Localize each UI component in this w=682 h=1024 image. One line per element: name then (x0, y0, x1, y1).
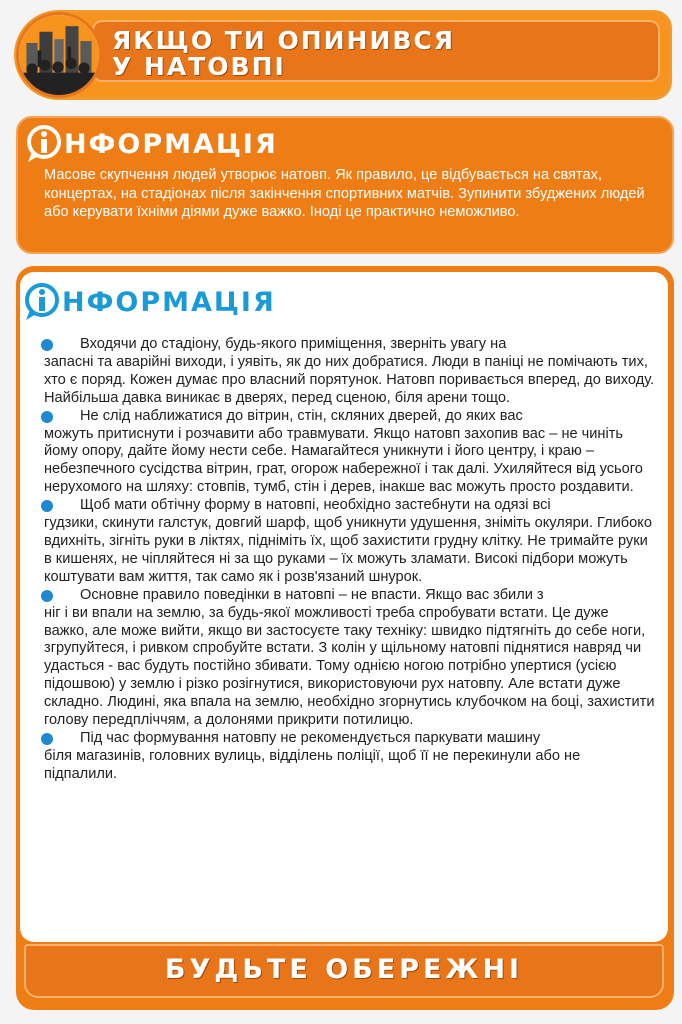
list-item-text: гудзики, скинути галстук, довгий шарф, щоб уникнути удушення, зніміть окуляри. Глибоко вдихніть, зігніть руки в ліктях, підніміть їх, щоб захистити грудну клітку. Не тримайте руки в кишенях, не чіпляйтеся ні за що руками – їх можуть зламати. Високі підбори можуть коштувати вам життя, так само як і розв'язаний шнурок. (44, 515, 652, 585)
info-heading-rules (24, 282, 276, 322)
list-item (44, 336, 656, 408)
list-item (44, 587, 656, 730)
page-title-line-1: ЯКЩО ТИ ОПИНИВСЯ (112, 26, 456, 55)
list-item-first-line: Входячи до стадіону, будь-якого приміщення, зверніть увагу на (80, 336, 507, 352)
info-heading-label: НФОРМАЦІЯ (62, 286, 276, 318)
page-title-line-2: У НАТОВПІ (112, 52, 286, 81)
crowd-city-icon (16, 12, 102, 98)
bullet-dot-icon (41, 411, 53, 423)
list-item (44, 408, 656, 498)
list-item-text: запасні та аварійні виходи, і уявіть, як до них добратися. Люди в паніці не помічають тих, хто є поряд. Кожен думає про власний порятунок. Натовп поривається вперед, до виходу. Найбільша давка виникає в дверях, перед сценою, біля арени тощо. (44, 353, 655, 406)
list-item-first-line: Щоб мати обтічну форму в натовпі, необхідно застебнути на одязі всі (80, 497, 551, 514)
list-item-text: ніг і ви впали на землю, за будь-якої можливості треба спробувати встати. Це дуже важко, але може вийти, якщо ви застосуєте таку техніку: швидко підтягніть до себе ноги, згрупуйтеся, і ривком спробуйте встати. З колін у щільному натовпі піднятися навряд чи удасться - вас будуть постійно збивати. Тому однією ногою потрібно упертися (усією підошвою) у землю і різко розігнутися, використовуючи рух натовпу. Але встати дуже складно. Людині, яка впала на землю, необхідно згорнутись клубочком на боці, захистити голову передпліччям, а долонями прикрити потилицю. (44, 604, 655, 729)
info-heading-summary (26, 124, 278, 164)
info-heading-label: НФОРМАЦІЯ (64, 128, 278, 160)
footer-warning-text: БУДЬТЕ ОБЕРЕЖНІ (164, 954, 524, 985)
rules-list (44, 336, 656, 784)
info-panel-summary (16, 116, 674, 254)
list-item-first-line: Під час формування натовпу не рекомендується паркувати машину (80, 729, 541, 746)
bullet-dot-icon (41, 590, 53, 602)
list-item (44, 730, 656, 784)
info-speech-bubble-icon (26, 124, 62, 164)
bullet-dot-icon (41, 339, 53, 351)
bullet-dot-icon (41, 733, 53, 745)
info-summary-text: Масове скупчення людей утворює натовп. Як правило, це відбувається на святах, концертах, на стадіонах після закінчення спортивних матчів. Зупинити збуджених людей або керувати їхніми діями дуже важко. Іноді це практично неможливо. (44, 167, 645, 220)
list-item-first-line: Не слід наближатися до вітрин, стін, скляних дверей, до яких вас (80, 407, 523, 424)
list-item-text: можуть притиснути і розчавити або травмувати. Якщо натовп захопив вас – не чиніть йому опору, дайте йому нести себе. Намагайтеся уникнути і його центру, і краю – небезпечного сусідства вітрин, грат, огорож набережної і так далі. Ухиляйтеся від усього нерухомого на шляху: стовпів, тумб, стін і дерев, інакше вас можуть просто роздавити. (44, 425, 643, 496)
list-item-text: біля магазинів, головних вулиць, відділень поліції, щоб її не перекинули або не підпалили. (44, 747, 581, 782)
list-item (44, 497, 656, 587)
info-speech-bubble-icon (24, 282, 60, 322)
list-item-first-line: Основне правило поведінки в натовпі – не впасти. Якщо вас збили з (80, 586, 544, 603)
page-title (112, 28, 532, 80)
